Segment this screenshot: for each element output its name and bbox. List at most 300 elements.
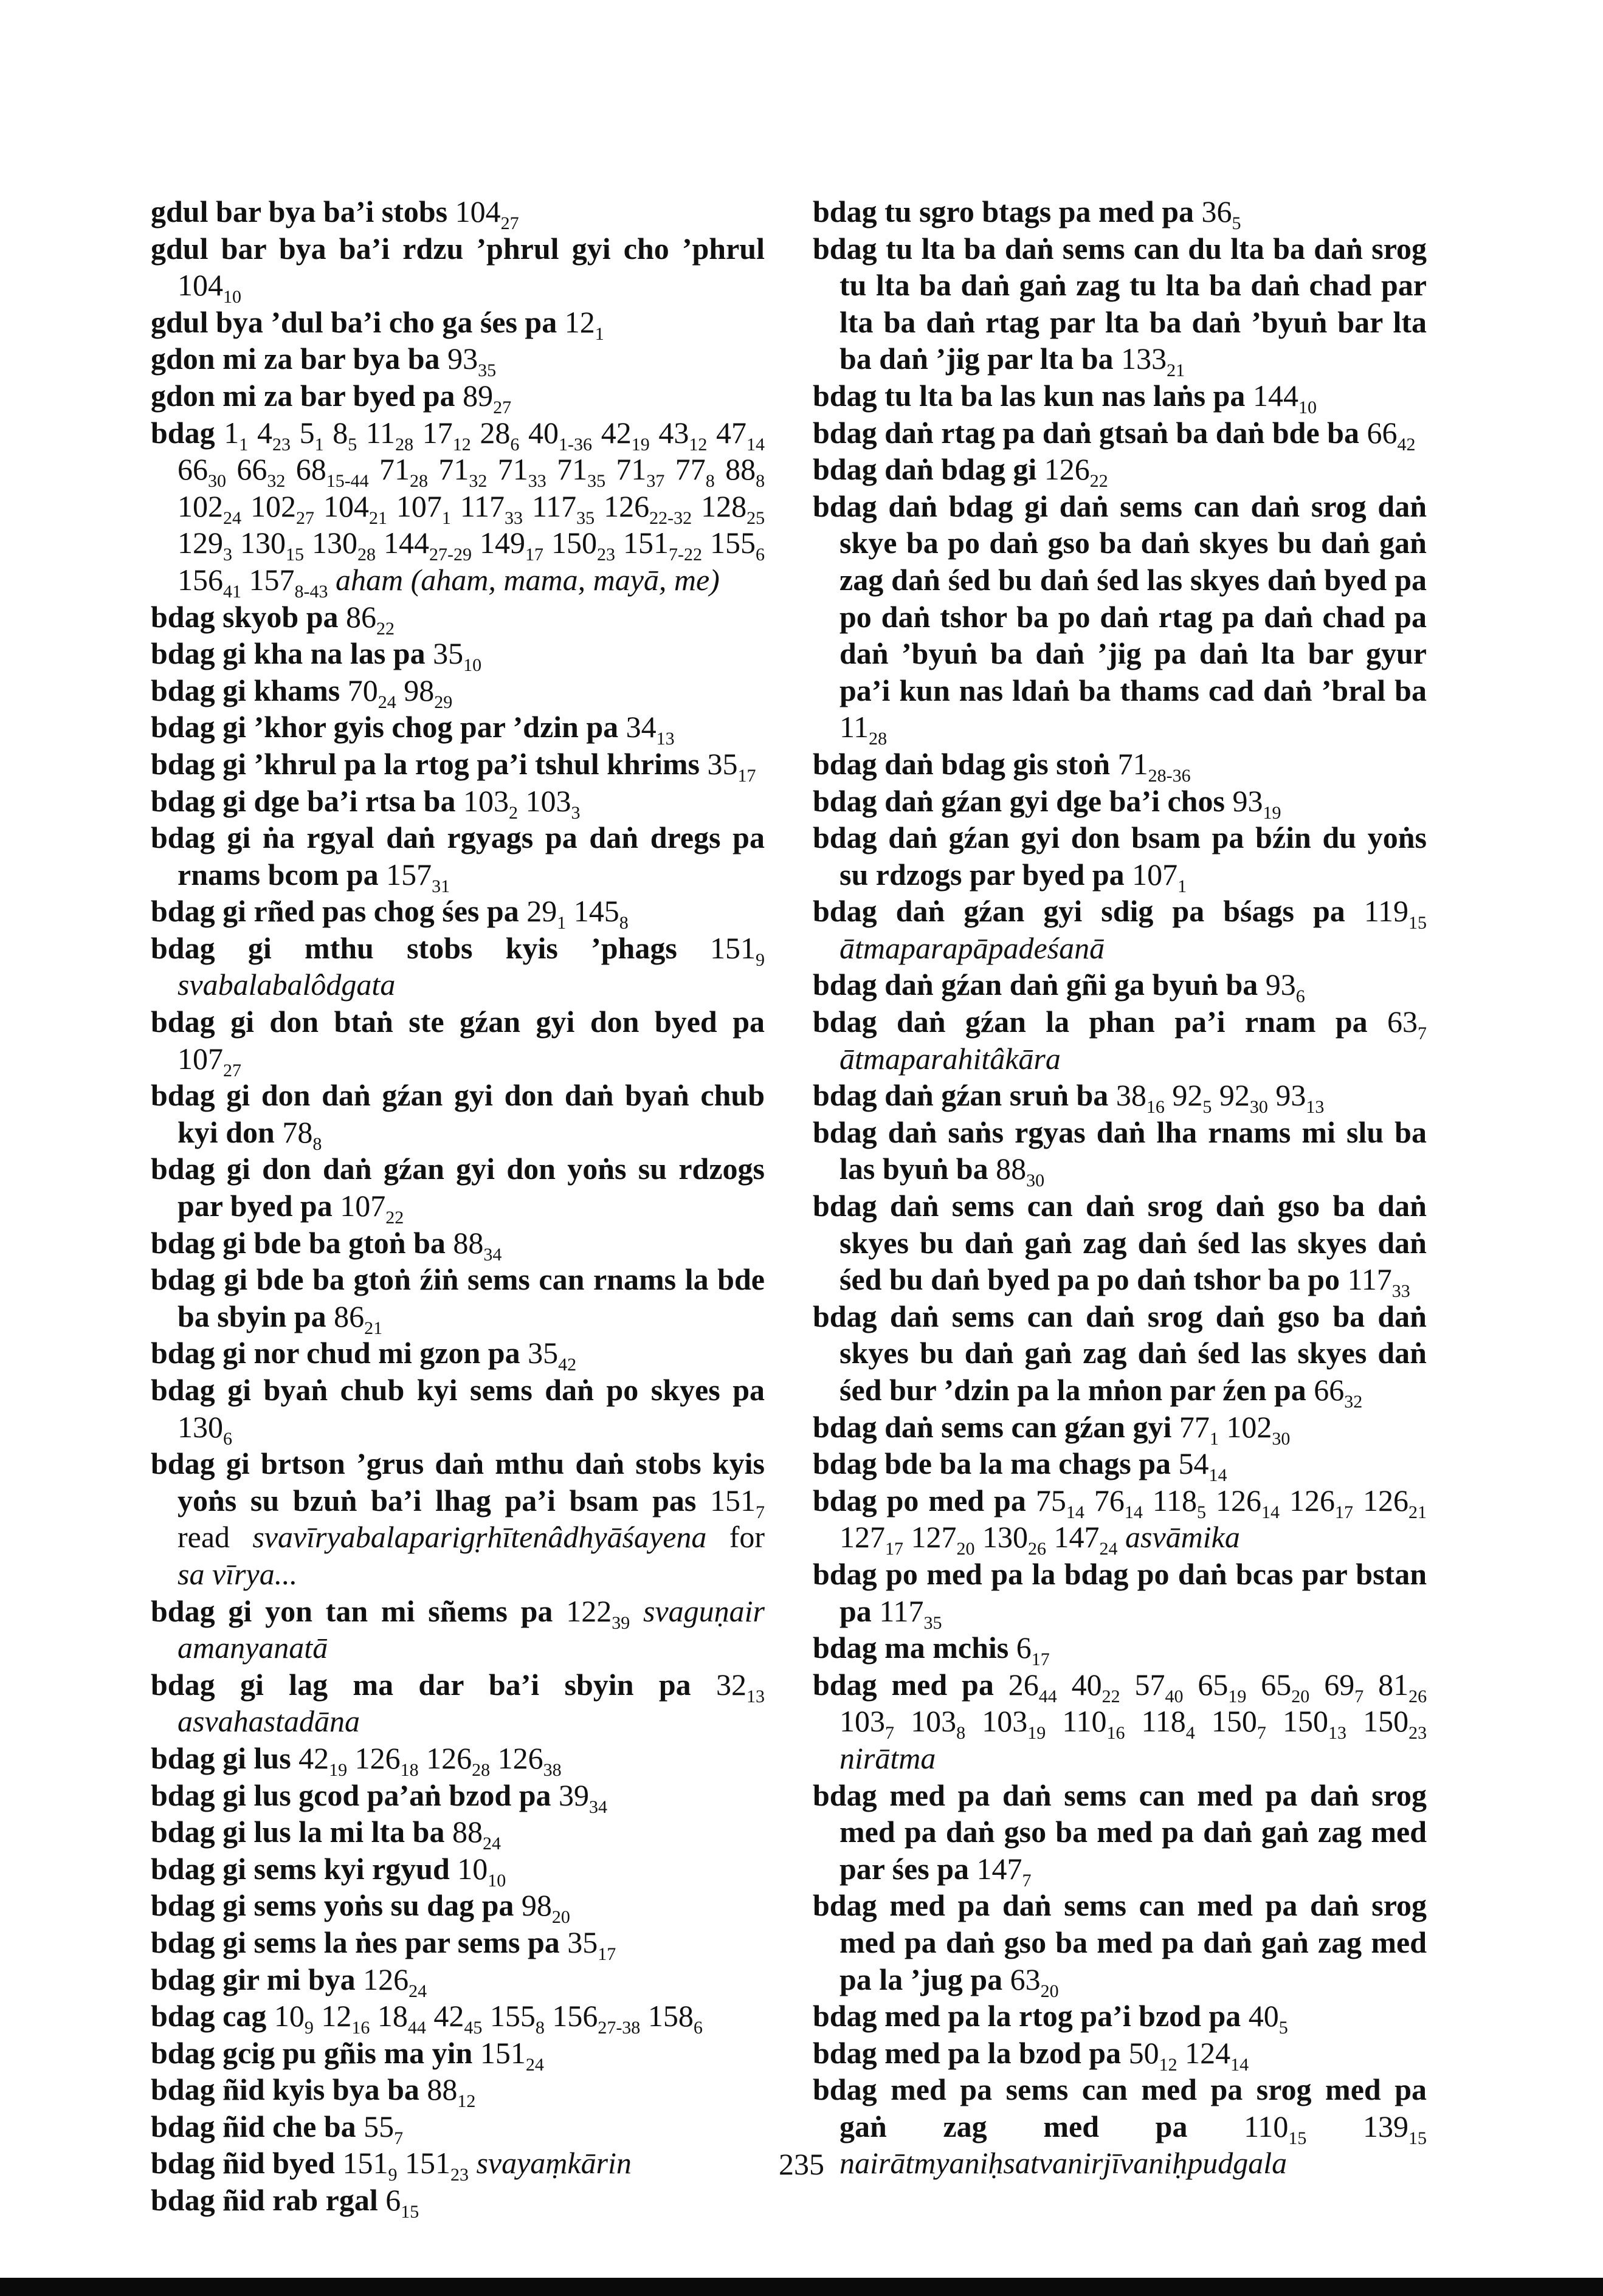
line-number-ref: 23 xyxy=(450,2165,469,2185)
page-reference xyxy=(839,710,888,749)
line-number-ref: 22 xyxy=(1101,1686,1120,1707)
page-number-ref: 139 xyxy=(1363,2109,1409,2143)
index-entry xyxy=(151,1887,765,1928)
index-entry xyxy=(813,193,1427,233)
line-number-ref: 1 xyxy=(595,323,604,344)
page-number-ref: 126 xyxy=(1289,1483,1336,1517)
page-number-ref: 103 xyxy=(525,783,571,818)
page-number-ref: 10 xyxy=(274,1999,305,2033)
page-reference xyxy=(178,1409,232,1449)
line-number-ref: 12 xyxy=(1159,2054,1177,2075)
line-number-ref: 24 xyxy=(223,507,241,528)
entry-headword: bdag med pa daṅ sems can med pa daṅ srog med pa daṅ gso ba med pa daṅ gaṅ zag med pa la ’jug pa xyxy=(813,1888,1427,1996)
page-reference xyxy=(710,930,765,970)
line-number-ref: 22 xyxy=(385,1208,404,1228)
entry-note: read xyxy=(178,1520,230,1555)
index-entry xyxy=(813,1629,1427,1670)
line-number-ref: 22 xyxy=(376,618,395,639)
page-number-ref: 6 xyxy=(385,2183,401,2218)
page-number-ref: 151 xyxy=(710,930,756,965)
page-number-ref: 71 xyxy=(616,452,647,487)
page-reference xyxy=(1387,1005,1427,1044)
line-number-ref: 27 xyxy=(500,213,519,233)
page-number-ref: 11 xyxy=(365,415,396,450)
entry-headword: bdag daṅ sems can daṅ srog daṅ gso ba daṅ skyes bu daṅ gaṅ zag daṅ śed las skyes daṅ śed bur ’dzin pa la mṅon par źen pa xyxy=(813,1299,1427,1407)
page-reference xyxy=(427,2072,476,2112)
line-number-ref: 15 xyxy=(1408,913,1427,933)
index-entry xyxy=(151,1666,765,1740)
entry-headword: bdag med pa la rtog pa’i bzod pa xyxy=(813,1999,1241,2033)
index-entry xyxy=(151,635,765,676)
line-number-ref: 8-43 xyxy=(294,581,328,602)
page-reference xyxy=(1179,1409,1219,1449)
page-reference xyxy=(1363,2109,1427,2148)
line-number-ref: 31 xyxy=(432,876,450,896)
page-reference xyxy=(1265,968,1305,1007)
entry-headword: bdag ñid kyis bya ba xyxy=(151,2072,419,2107)
page-number-ref: 50 xyxy=(1128,2035,1159,2070)
page-reference xyxy=(433,636,482,676)
page-reference xyxy=(647,1999,703,2038)
index-entry xyxy=(151,2071,765,2112)
page-number-ref: 66 xyxy=(178,452,208,487)
page-number-ref: 86 xyxy=(334,1299,365,1333)
page-reference xyxy=(347,673,396,712)
line-number-ref: 12 xyxy=(452,434,471,455)
page-reference xyxy=(452,1815,501,1854)
page-reference xyxy=(249,562,328,602)
page-number-ref: 151 xyxy=(623,526,669,560)
page-number-ref: 71 xyxy=(557,452,588,487)
page-number-ref: 12 xyxy=(321,1999,352,2033)
index-entry xyxy=(813,1556,1427,1633)
page-reference xyxy=(716,415,765,455)
page-reference xyxy=(323,489,387,528)
page-reference xyxy=(334,1299,383,1338)
entry-headword: bdag tu lta ba las kun nas laṅs pa xyxy=(813,378,1246,413)
line-number-ref: 14 xyxy=(1124,1502,1143,1522)
page-reference xyxy=(457,1851,506,1891)
page-reference xyxy=(616,452,665,492)
entry-headword: bdag gi nor chud mi gzon pa xyxy=(151,1336,520,1370)
page-reference xyxy=(1062,1704,1125,1744)
line-number-ref: 40 xyxy=(1165,1686,1184,1707)
entry-headword: bdag daṅ gźan gyi dge ba’i chos xyxy=(813,783,1225,818)
line-number-ref: 41 xyxy=(223,581,241,602)
page-number-ref: 92 xyxy=(1219,1078,1250,1113)
line-number-ref: 22 xyxy=(1089,471,1108,492)
page-number-ref: 157 xyxy=(386,857,432,892)
sanskrit-equivalent: svabalabalôdgata xyxy=(178,968,396,1002)
page-reference xyxy=(463,378,512,418)
page-reference xyxy=(1211,1704,1266,1744)
line-number-ref: 27-38 xyxy=(598,2018,641,2038)
page-reference xyxy=(480,526,543,565)
page-reference xyxy=(426,1741,491,1780)
page-reference xyxy=(298,1741,348,1780)
index-entry xyxy=(151,1998,765,2038)
index-entry xyxy=(151,1777,765,1817)
line-number-ref: 32 xyxy=(267,471,286,492)
page-reference xyxy=(333,415,357,455)
page-number-ref: 151 xyxy=(404,2146,450,2181)
page-number-ref: 93 xyxy=(447,342,478,376)
page-number-ref: 103 xyxy=(911,1704,957,1739)
line-number-ref: 20 xyxy=(1040,1981,1059,2001)
page-number-ref: 71 xyxy=(1117,746,1148,781)
entry-headword: gdon mi za bar bya ba xyxy=(151,342,440,376)
line-number-ref: 7 xyxy=(885,1723,894,1744)
page-number-ref: 117 xyxy=(879,1593,924,1628)
line-number-ref: 16 xyxy=(1146,1097,1165,1118)
page-reference xyxy=(707,746,756,786)
line-number-ref: 3 xyxy=(571,802,581,823)
entry-headword: gdul bar bya ba’i rdzu ’phrul gyi cho ’phrul xyxy=(151,231,765,266)
line-number-ref: 14 xyxy=(1261,1502,1280,1522)
sanskrit-equivalent: sa vīrya... xyxy=(178,1556,298,1591)
line-number-ref: 33 xyxy=(505,507,523,528)
entry-headword: bdag gi don btaṅ ste gźan gyi don byed pa xyxy=(151,1005,765,1039)
index-entry xyxy=(151,1593,765,1666)
line-number-ref: 35 xyxy=(576,507,595,528)
entry-headword: bdag daṅ gźan gyi sdig pa bśags pa xyxy=(813,894,1345,929)
line-number-ref: 14 xyxy=(1208,1465,1227,1486)
page-reference xyxy=(982,1704,1046,1744)
line-number-ref: 27 xyxy=(223,1060,241,1081)
line-number-ref: 17 xyxy=(885,1539,903,1559)
entry-headword: bdag gi lus la mi lta ba xyxy=(151,1815,445,1849)
line-number-ref: 28 xyxy=(472,1759,491,1780)
page-reference xyxy=(386,857,450,896)
page-number-ref: 126 xyxy=(1216,1483,1262,1517)
page-reference xyxy=(1232,783,1281,823)
entry-headword: bdag gi khams xyxy=(151,673,340,707)
page-reference xyxy=(1367,415,1416,455)
index-entry xyxy=(813,746,1427,786)
page-number-ref: 1 xyxy=(224,415,240,450)
line-number-ref: 17 xyxy=(1031,1649,1050,1670)
page-number-ref: 93 xyxy=(1265,968,1296,1002)
index-entry xyxy=(151,377,765,418)
page-number-ref: 71 xyxy=(438,452,469,487)
page-number-ref: 147 xyxy=(1053,1520,1100,1555)
line-number-ref: 26 xyxy=(1408,1686,1427,1707)
page-reference xyxy=(274,1999,314,2038)
page-number-ref: 93 xyxy=(1232,783,1263,818)
page-number-ref: 88 xyxy=(725,452,756,487)
entry-headword: bdag gi yon tan mi sñems pa xyxy=(151,1593,553,1628)
index-entry xyxy=(151,1740,765,1780)
line-number-ref: 8 xyxy=(535,2018,545,2038)
page-number-ref: 18 xyxy=(377,1999,408,2033)
page-reference xyxy=(257,415,291,455)
bottom-rule xyxy=(0,2278,1603,2296)
line-number-ref: 13 xyxy=(656,729,675,749)
entry-headword: bdag daṅ bdag gis stoṅ xyxy=(813,746,1111,781)
entry-headword: bdag po med pa xyxy=(813,1483,1026,1517)
line-number-ref: 28 xyxy=(357,545,376,565)
line-number-ref: 21 xyxy=(1408,1502,1427,1522)
index-entry xyxy=(813,1445,1427,1486)
page-reference xyxy=(236,452,286,492)
entry-headword: bdag ñid che ba xyxy=(151,2109,356,2143)
page-reference xyxy=(453,1225,502,1265)
sanskrit-equivalent: svayaṃkārin xyxy=(476,2146,632,2181)
line-number-ref: 7 xyxy=(756,1502,765,1522)
line-number-ref: 6 xyxy=(510,434,520,455)
page-number-ref: 77 xyxy=(1179,1409,1210,1444)
line-number-ref: 1 xyxy=(314,434,324,455)
entry-headword: bdag po med pa la bdag po daṅ bcas par bstan pa xyxy=(813,1556,1427,1628)
page-number-ref: 102 xyxy=(250,489,296,523)
line-number-ref: 19 xyxy=(631,434,650,455)
page-number-ref: 127 xyxy=(839,1520,885,1555)
line-number-ref: 32 xyxy=(1344,1392,1363,1412)
page-reference xyxy=(982,1520,1046,1559)
index-entry xyxy=(151,709,765,749)
index-entry xyxy=(813,1077,1427,1118)
page-number-ref: 66 xyxy=(236,452,267,487)
index-entry xyxy=(151,1077,765,1154)
entry-headword: bdag gir mi bya xyxy=(151,1962,356,1996)
entry-headword: bdag gi mthu stobs kyis ’phags xyxy=(151,930,677,965)
page-number-ref: 155 xyxy=(710,526,756,560)
line-number-ref: 42 xyxy=(558,1355,577,1375)
page-reference xyxy=(1347,1262,1410,1302)
page-reference xyxy=(658,415,708,455)
page-reference xyxy=(1363,894,1427,933)
entry-headword: bdag gi ’khrul pa la rtog pa’i tshul khrims xyxy=(151,746,700,781)
entry-headword: bdag ma mchis xyxy=(813,1631,1009,1665)
index-entry xyxy=(813,2035,1427,2075)
page-number-ref: 43 xyxy=(658,415,689,450)
page-reference xyxy=(480,2035,544,2075)
page-reference xyxy=(675,452,715,492)
page-reference xyxy=(404,673,453,712)
page-number-ref: 28 xyxy=(480,415,511,450)
line-number-ref: 13 xyxy=(746,1686,765,1707)
line-number-ref: 19 xyxy=(1263,802,1281,823)
line-number-ref: 8 xyxy=(956,1723,966,1744)
line-number-ref: 17 xyxy=(598,1944,616,1964)
page-number-ref: 10 xyxy=(457,1851,488,1886)
page-number-ref: 129 xyxy=(178,526,223,560)
line-number-ref: 9 xyxy=(388,2165,398,2185)
page-number-ref: 40 xyxy=(1071,1667,1102,1702)
line-number-ref: 33 xyxy=(1391,1281,1410,1302)
entry-headword: bdag daṅ sems can gźan gyi xyxy=(813,1409,1172,1444)
page-reference xyxy=(573,894,629,933)
page-number-ref: 92 xyxy=(1172,1078,1203,1113)
entry-headword: bdag gi lus gcod pa’aṅ bzod pa xyxy=(151,1778,551,1812)
page-number-ref: 144 xyxy=(384,526,429,560)
page-reference xyxy=(976,1851,1032,1891)
page-reference xyxy=(1201,194,1241,233)
page-reference xyxy=(1128,2035,1177,2075)
line-number-ref: 21 xyxy=(368,507,387,528)
page-number-ref: 151 xyxy=(342,2146,388,2181)
page-reference xyxy=(1226,1409,1291,1449)
page-number-ref: 32 xyxy=(716,1667,746,1702)
page-number-ref: 93 xyxy=(1275,1078,1306,1113)
page-reference xyxy=(1016,1631,1050,1670)
line-number-ref: 20 xyxy=(551,1907,570,1928)
page-number-ref: 39 xyxy=(559,1778,590,1812)
index-entry xyxy=(813,1409,1427,1449)
page-number-ref: 130 xyxy=(178,1409,223,1444)
page-number-ref: 126 xyxy=(604,489,650,523)
line-number-ref: 20 xyxy=(1291,1686,1310,1707)
index-entry xyxy=(813,230,1427,381)
page-number-ref: 107 xyxy=(396,489,442,523)
line-number-ref: 1 xyxy=(1177,876,1187,896)
line-number-ref: 35 xyxy=(923,1612,942,1633)
line-number-ref: 34 xyxy=(589,1796,608,1817)
entry-headword: bdag med pa xyxy=(813,1667,994,1702)
page-reference xyxy=(178,562,241,602)
page-reference xyxy=(1178,1446,1227,1486)
page-reference xyxy=(1244,2109,1307,2148)
page-number-ref: 126 xyxy=(354,1741,401,1775)
page-reference xyxy=(384,526,472,565)
page-number-ref: 34 xyxy=(626,710,657,744)
index-entry xyxy=(151,2108,765,2148)
line-number-ref: 5 xyxy=(1232,213,1241,233)
page-number-ref: 88 xyxy=(996,1152,1027,1186)
page-reference xyxy=(1044,452,1108,492)
page-number-ref: 104 xyxy=(178,268,223,303)
line-number-ref: 19 xyxy=(1228,1686,1247,1707)
line-number-ref: 23 xyxy=(272,434,291,455)
page-reference xyxy=(1314,1373,1363,1412)
page-number-ref: 158 xyxy=(647,1999,694,2033)
page-number-ref: 98 xyxy=(404,673,435,707)
page-reference xyxy=(911,1704,966,1744)
page-reference xyxy=(178,526,232,565)
line-number-ref: 24 xyxy=(482,1834,501,1854)
entry-headword: bdag gi lus xyxy=(151,1741,291,1775)
line-number-ref: 5 xyxy=(1202,1097,1212,1118)
page-reference xyxy=(879,1593,942,1633)
entry-headword: gdon mi za bar byed pa xyxy=(151,378,455,413)
page-reference xyxy=(321,1999,370,2038)
page-number-ref: 38 xyxy=(1115,1078,1146,1113)
index-entry xyxy=(151,1225,765,1265)
page-reference xyxy=(1282,1704,1346,1744)
line-number-ref: 44 xyxy=(407,2018,426,2038)
page-number-ref: 54 xyxy=(1178,1446,1209,1481)
line-number-ref: 6 xyxy=(223,1428,232,1449)
page-number-ref: 66 xyxy=(1367,415,1398,450)
line-number-ref: 19 xyxy=(329,1759,348,1780)
line-number-ref: 27-29 xyxy=(429,545,472,565)
page-reference xyxy=(528,1336,577,1375)
entry-headword: bdag gi rñed pas chog śes pa xyxy=(151,894,519,929)
line-number-ref: 8 xyxy=(312,1133,322,1154)
index-entry xyxy=(813,1188,1427,1302)
page-number-ref: 11 xyxy=(839,710,869,744)
line-number-ref: 21 xyxy=(1167,360,1185,381)
line-number-ref: 27 xyxy=(493,397,512,418)
line-number-ref: 22-32 xyxy=(649,507,692,528)
page-number-ref: 4 xyxy=(257,415,272,450)
entry-headword: bdag ñid rab rgal xyxy=(151,2183,378,2218)
entry-headword: bdag gi don daṅ gźan gyi don daṅ byaṅ chub kyi don xyxy=(151,1078,765,1149)
page-reference xyxy=(996,1152,1045,1191)
page-reference xyxy=(489,1999,545,2038)
page-number-ref: 156 xyxy=(552,1999,598,2033)
entry-headword: bdag gi brtson ’grus daṅ mthu daṅ stobs kyis yoṅs su bzuṅ ba’i lhag pa’i bsam pas xyxy=(151,1446,765,1517)
page-number-ref: 42 xyxy=(298,1741,329,1775)
line-number-ref: 45 xyxy=(464,2018,483,2038)
line-number-ref: 16 xyxy=(351,2018,370,2038)
line-number-ref: 24 xyxy=(1099,1539,1118,1559)
index-entry xyxy=(151,672,765,712)
page-reference xyxy=(178,489,241,528)
page-number-ref: 70 xyxy=(347,673,378,707)
page-reference xyxy=(1141,1704,1195,1744)
line-number-ref: 19 xyxy=(1027,1723,1046,1744)
line-number-ref: 26 xyxy=(1028,1539,1046,1559)
entry-headword: bdag daṅ gźan daṅ gñi ga byuṅ ba xyxy=(813,968,1258,1002)
page-reference xyxy=(725,452,765,492)
page-reference xyxy=(354,1741,419,1780)
index-entry xyxy=(151,930,765,1003)
page-number-ref: 88 xyxy=(453,1225,484,1260)
line-number-ref: 15 xyxy=(1288,2128,1307,2148)
index-entry xyxy=(813,1777,1427,1891)
sanskrit-equivalent: asvahastadāna xyxy=(178,1704,360,1739)
page-number-ref: 47 xyxy=(716,415,746,450)
page-number-ref: 12 xyxy=(564,304,595,339)
page-number-ref: 89 xyxy=(463,378,494,413)
line-number-ref: 15-44 xyxy=(326,471,369,492)
page-number-ref: 57 xyxy=(1134,1667,1165,1702)
entry-headword: bdag tu lta ba daṅ sems can du lta ba daṅ srog tu lta ba daṅ gaṅ zag tu lta ba daṅ chad par lta ba daṅ rtag par lta ba daṅ ’byuṅ bar lta ba daṅ ’jig par lta ba xyxy=(813,231,1427,376)
line-number-ref: 10 xyxy=(223,287,241,308)
page-number-ref: 104 xyxy=(323,489,369,523)
line-number-ref: 28 xyxy=(410,471,429,492)
page-number-ref: 35 xyxy=(567,1925,598,1959)
entry-headword: bdag gi bde ba gtoṅ ba xyxy=(151,1225,446,1260)
line-number-ref: 21 xyxy=(364,1318,383,1338)
entry-headword: bdag gi byaṅ chub kyi sems daṅ po skyes pa xyxy=(151,1373,765,1407)
page-number-ref: 128 xyxy=(701,489,747,523)
line-number-ref: 1 xyxy=(1209,1428,1219,1449)
page-reference xyxy=(460,489,523,528)
page-reference xyxy=(710,526,765,565)
page-reference xyxy=(1121,342,1185,381)
page-reference xyxy=(1324,1667,1364,1707)
page-reference xyxy=(604,489,692,528)
page-number-ref: 71 xyxy=(497,452,528,487)
line-number-ref: 44 xyxy=(1038,1686,1057,1707)
index-entry xyxy=(151,1445,765,1592)
page-number-ref: 147 xyxy=(976,1851,1022,1886)
page-reference xyxy=(178,1041,241,1081)
index-entry xyxy=(813,1887,1427,2001)
index-entry xyxy=(813,893,1427,966)
page-reference xyxy=(438,452,488,492)
line-number-ref: 28 xyxy=(395,434,414,455)
line-number-ref: 30 xyxy=(1026,1170,1045,1191)
line-number-ref: 4 xyxy=(1185,1723,1195,1744)
page-reference xyxy=(282,1115,322,1154)
page-reference xyxy=(526,894,567,933)
line-number-ref: 10 xyxy=(488,1870,506,1891)
index-entry xyxy=(813,488,1427,749)
entry-headword: bdag tu sgro btags pa med pa xyxy=(813,194,1194,229)
